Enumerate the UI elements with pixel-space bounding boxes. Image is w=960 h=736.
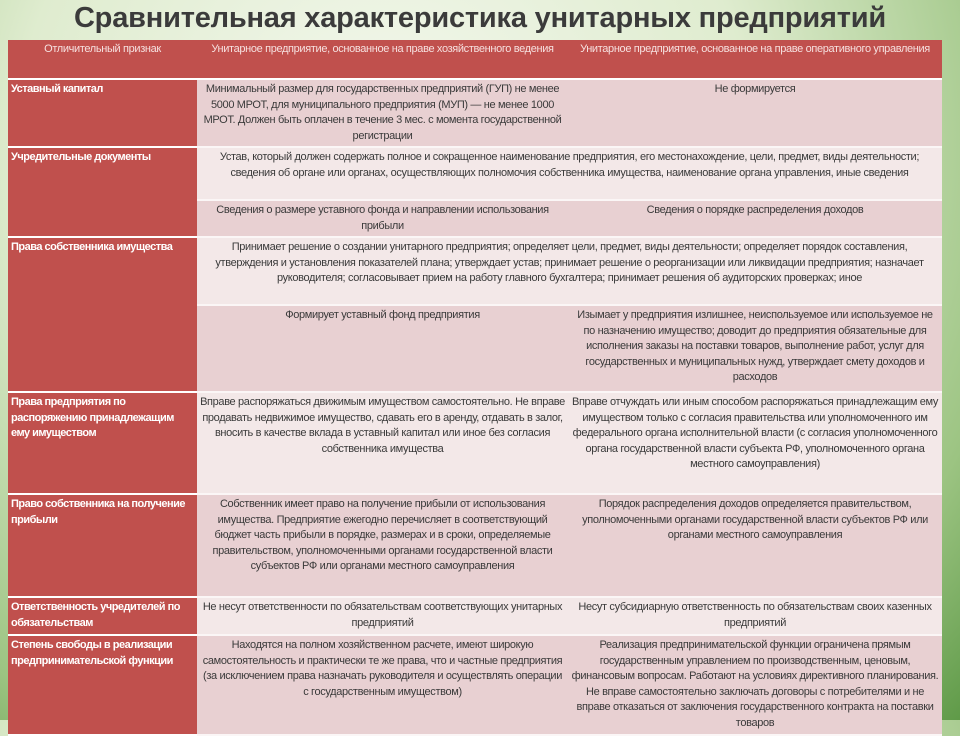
cell: Формирует уставный фонд предприятия: [197, 305, 568, 392]
header-feature: Отличительный признак: [8, 40, 197, 79]
header-row: [8, 40, 942, 79]
row-label: Уставный капитал: [8, 79, 197, 147]
cell: Реализация предпринимательской функции ограничена прямым государственным управлением по производственным, ценовым, финансовым вопросам. Работают на условиях директивного планирования. Не вправе самостоятельно заключать договоры с потребителями и не вправе отказаться от заключения государственного контракта на поставки товаров: [568, 635, 942, 735]
table-row: [8, 494, 942, 597]
row-label: Ответственность учредителей по обязательствам: [8, 597, 197, 635]
cell: Собственник имеет право на получение прибыли от использования имущества. Предприятие ежегодно перечисляет в соответствующий бюджет часть прибыли в порядке, размерах и в сроки, определяемые правительством, уполномоченными органами государственной власти субъектов РФ или органами местного самоуправления: [197, 494, 568, 597]
cell: Не формируется: [568, 79, 942, 147]
table-row: [8, 635, 942, 735]
header-operational-management: Унитарное предприятие, основанное на праве оперативного управления: [568, 40, 942, 79]
cell: Вправе отчуждать или иным способом распоряжаться принадлежащим ему имуществом только с согласия правительства или уполномоченного им федерального органа исполнительной власти (с согласия уполномоченного органа государственной власти субъекта РФ, уполномоченного органа местного самоуправления): [568, 392, 942, 494]
merged-cell: Устав, который должен содержать полное и сокращенное наименование предприятия, его местонахождение, цели, предмет, виды деятельности; сведения об органе или органах, осуществляющих полномочия собственника имущества, наименование органа управления, иные сведения: [197, 147, 942, 200]
cell: Находятся на полном хозяйственном расчете, имеют широкую самостоятельность и практически те же права, что и частные предприятия (за исключением права назначать руководителя и осуществлять операции с государственным имуществом): [197, 635, 568, 735]
cell: Несут субсидиарную ответственность по обязательствам своих казенных предприятий: [568, 597, 942, 635]
cell: Вправе распоряжаться движимым имуществом самостоятельно. Не вправе продавать недвижимое имущество, сдавать его в аренду, отдавать в залог, вносить в качестве вклада в уставный капитал или иное без согласия собственника имущества: [197, 392, 568, 494]
table-row: [8, 79, 942, 147]
slide-title: Сравнительная характеристика унитарных предприятий: [73, 2, 887, 34]
table-row: [8, 597, 942, 635]
cell: Сведения о размере уставного фонда и направлении использования прибыли: [197, 200, 568, 237]
comparison-table: [8, 40, 942, 736]
header-economic-management: Унитарное предприятие, основанное на праве хозяйственного ведения: [197, 40, 568, 79]
table-row: [8, 392, 942, 494]
merged-cell: Принимает решение о создании унитарного предприятия; определяет цели, предмет, виды деятельности; определяет порядок составления, утверждения и установления показателей плана; утверждает устав; принимает решение о реорганизации или ликвидации предприятия; назначает руководителя; согласовывает прием на работу главного бухгалтера; принимает решения об аудиторских проверках; иное: [197, 237, 942, 305]
row-label: Учредительные документы: [8, 147, 197, 237]
table-row: [8, 147, 942, 200]
cell: Изымает у предприятия излишнее, неиспользуемое или используемое не по назначению имущество; доводит до предприятия обязательные для исполнения заказы на поставки товаров, выполнение работ, услуг для государственных и муниципальных нужд, утверждает смету доходов и расходов: [568, 305, 942, 392]
row-label: Права собственника имущества: [8, 237, 197, 392]
cell: Минимальный размер для государственных предприятий (ГУП) не менее 5000 МРОТ, для муниципального предприятия (МУП) — не менее 1000 МРОТ. Должен быть оплачен в течение 3 мес. с момента государственной регистрации: [197, 79, 568, 147]
row-label: Степень свободы в реализации предпринимательской функции: [8, 635, 197, 735]
cell: Сведения о порядке распределения доходов: [568, 200, 942, 237]
row-label: Права предприятия по распоряжению принадлежащим ему имуществом: [8, 392, 197, 494]
cell: Не несут ответственности по обязательствам соответствующих унитарных предприятий: [197, 597, 568, 635]
cell: Порядок распределения доходов определяется правительством, уполномоченными органами государственной власти субъектов РФ или органами местного самоуправления: [568, 494, 942, 597]
table-row: [8, 237, 942, 305]
row-label: Право собственника на получение прибыли: [8, 494, 197, 597]
